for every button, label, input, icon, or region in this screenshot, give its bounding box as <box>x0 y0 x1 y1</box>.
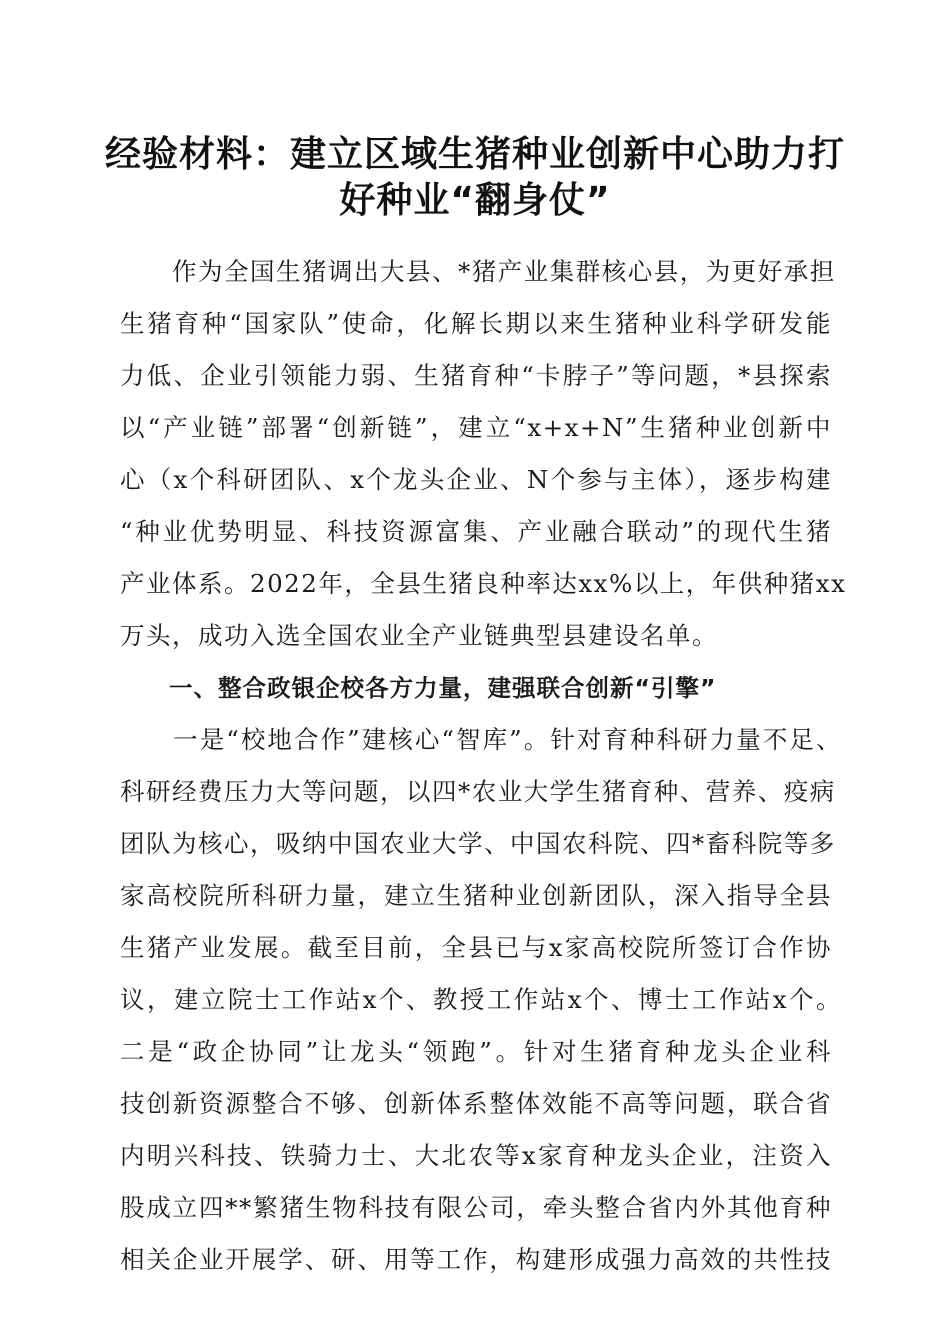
text-line: 科研经费压力大等问题，以四*农业大学生猪育种、营养、疫病 <box>120 777 836 806</box>
text-line: 产业体系。2022年，全县生猪良种率达xx%以上，年供种猪xx <box>120 569 847 598</box>
text-line: 家高校院所科研力量，建立生猪种业创新团队，深入指导全县 <box>120 881 832 910</box>
text-line: 生猪产业发展。截至目前，全县已与x家高校院所签订合作协 <box>120 933 832 962</box>
text-line: 作为全国生猪调出大县、*猪产业集群核心县，为更好承担 <box>120 257 836 286</box>
text-line: 二是“政企协同”让龙头“领跑”。针对生猪育种龙头企业科 <box>120 1037 832 1066</box>
text-line: 技创新资源整合不够、创新体系整体效能不高等问题，联合省 <box>120 1089 832 1118</box>
text-line: 股成立四**繁猪生物科技有限公司，牵头整合省内外其他育种 <box>120 1193 832 1222</box>
document-body <box>120 246 847 1286</box>
text-line: 团队为核心，吸纳中国农业大学、中国农科院、四*畜科院等多 <box>120 829 836 858</box>
document-title <box>100 132 850 224</box>
text-line: 一是“校地合作”建核心“智库”。针对育种科研力量不足、 <box>120 725 842 754</box>
text-line: 万头，成功入选全国农业全产业链典型县建设名单。 <box>120 621 718 650</box>
text-line: 生猪育种“国家队”使命，化解长期以来生猪种业科学研发能 <box>120 309 832 338</box>
text-line: “种业优势明显、科技资源富集、产业融合联动”的现代生猪 <box>120 517 832 546</box>
text-line: 力低、企业引领能力弱、生猪育种“卡脖子”等问题，*县探索 <box>120 361 832 390</box>
text-line: 以“产业链”部署“创新链”，建立“x+x+N”生猪种业创新中 <box>120 413 832 442</box>
text-line: 议，建立院士工作站x个、教授工作站x个、博士工作站x个。 <box>120 985 842 1014</box>
text-line: 相关企业开展学、研、用等工作，构建形成强力高效的共性技 <box>120 1245 832 1274</box>
title-line: 好种业“翻身仗” <box>339 180 611 221</box>
text-line: 心（x个科研团队、x个龙头企业、N个参与主体），逐步构建 <box>120 465 832 494</box>
paragraph-intro <box>120 246 847 662</box>
paragraph-section-1 <box>120 714 842 1286</box>
title-line: 经验材料：建立区域生猪种业创新中心助力打 <box>104 134 845 175</box>
text-line: 内明兴科技、铁骑力士、大北农等x家育种龙头企业，注资入 <box>120 1141 832 1170</box>
section-heading: 一、整合政银企校各方力量，建强联合创新“引擎” <box>120 674 717 702</box>
